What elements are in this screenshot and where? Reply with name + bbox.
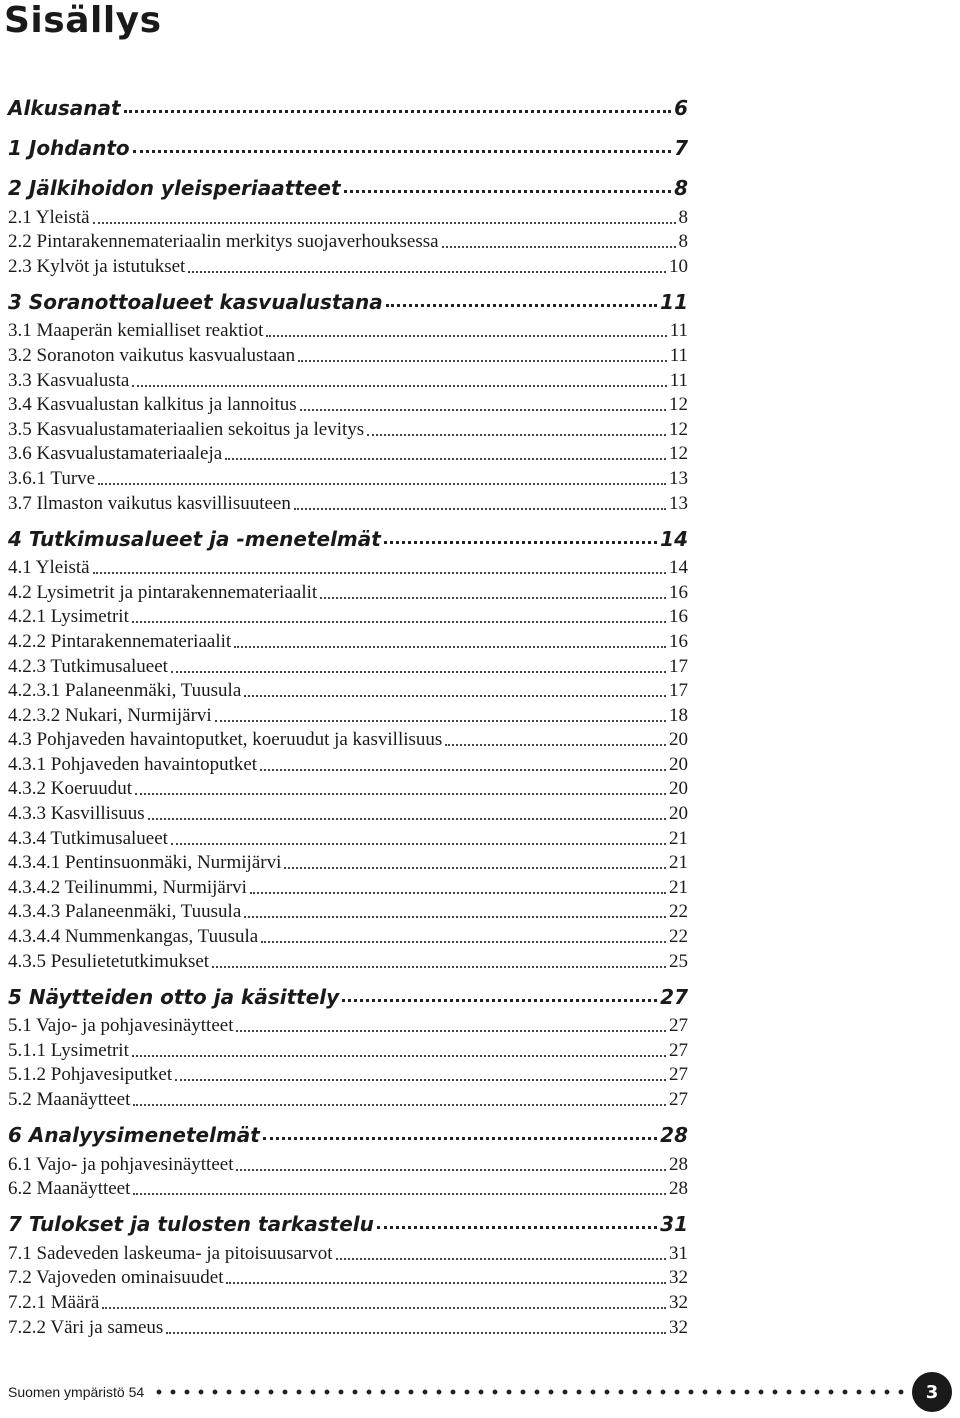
toc-entry-page: 16	[669, 630, 688, 652]
dot-leader	[148, 818, 666, 820]
toc-entry-page: 28	[669, 1178, 688, 1200]
toc-entry-page: 32	[669, 1267, 688, 1289]
toc-entry-label: 6.2 Maanäytteet	[8, 1178, 131, 1200]
toc-entry-page: 32	[669, 1291, 688, 1313]
dot-leader	[266, 335, 666, 337]
dot-leader	[135, 793, 666, 795]
toc-entry-label: 3.6.1 Turve	[8, 467, 96, 489]
toc-entry-label: 4.3.5 Pesulietetutkimukset	[8, 950, 210, 972]
toc-entry-label: 2 Jälkihoidon yleisperiaatteet	[8, 176, 341, 200]
dot-leader	[132, 1055, 666, 1057]
dot-leader	[236, 1169, 666, 1171]
dot-leader	[263, 1137, 657, 1140]
toc-entry-page: 21	[669, 852, 688, 874]
toc-entry-label: 7 Tulokset ja tulosten tarkastelu	[8, 1212, 374, 1237]
toc-section-entry	[8, 579, 688, 604]
dot-leader	[445, 744, 666, 746]
dot-leader	[261, 941, 666, 943]
toc-section-entry	[8, 1289, 688, 1314]
dot-leader	[215, 720, 666, 722]
toc-entry-label: 5.2 Maanäytteet	[8, 1089, 131, 1110]
toc-section-entry	[8, 1086, 688, 1111]
toc-chapter-entry	[8, 1200, 688, 1240]
toc-section-entry	[8, 628, 688, 653]
toc-entry-page: 12	[669, 418, 688, 440]
dot-leader	[132, 621, 666, 623]
toc-entry-label: 7.2 Vajoveden ominaisuudet	[8, 1267, 224, 1289]
toc-entry-page: 13	[669, 492, 688, 514]
toc-entry-page: 27	[669, 1039, 688, 1061]
toc-entry-label: 3.5 Kasvualustamateriaalien sekoitus ja levitys	[8, 418, 365, 440]
toc-chapter-entry	[8, 278, 688, 318]
toc-entry-label: 4.3.4 Tutkimusalueet	[8, 827, 168, 849]
dot-leader	[284, 867, 666, 869]
toc-entry-label: 3 Soranottoalueet kasvualustana	[8, 289, 383, 314]
toc-entry-page: 21	[669, 876, 688, 898]
toc-entry-label: 6 Analyysimenetelmät	[8, 1123, 260, 1147]
toc-entry-page: 32	[669, 1316, 688, 1338]
toc-section-entry	[8, 1314, 688, 1339]
toc-entry-page: 14	[669, 557, 688, 579]
toc-entry-page: 20	[669, 729, 688, 751]
toc-section-entry	[8, 204, 688, 229]
toc-entry-label: 4.2 Lysimetrit ja pintarakennemateriaalit	[8, 581, 318, 603]
toc-entry-label: 7.1 Sadeveden laskeuma- ja pitoisuusarvot	[8, 1242, 333, 1264]
dot-leader	[175, 1079, 666, 1081]
toc-section-entry	[8, 555, 688, 580]
toc-entry-page: 20	[669, 778, 688, 800]
page-footer	[8, 1372, 958, 1412]
toc-section-entry	[8, 948, 688, 973]
toc-section-entry	[8, 702, 688, 727]
toc-entry-label: 4.3.4.2 Teilinummi, Nurmijärvi	[8, 876, 247, 898]
toc-entry-page: 27	[669, 1015, 688, 1037]
dot-leader	[171, 843, 666, 845]
toc-entry-label: 4.3.4.4 Nummenkangas, Tuusula	[8, 926, 259, 948]
toc-entry-label: Alkusanat	[8, 96, 121, 120]
toc-entry-label: 4.3.4.3 Palaneenmäki, Tuusula	[8, 901, 242, 923]
dot-leader	[250, 892, 666, 894]
toc-section-entry	[8, 923, 688, 948]
toc-entry-label: 4.2.3 Tutkimusalueet	[8, 655, 168, 677]
toc-entry-label: 3.3 Kasvualusta	[8, 369, 130, 391]
toc-section-entry	[8, 776, 688, 801]
dot-leader	[225, 458, 666, 460]
toc-section-entry	[8, 653, 688, 678]
dot-leader	[336, 1258, 666, 1260]
toc-chapter-entry	[8, 124, 688, 164]
toc-entry-label: 5 Näytteiden otto ja käsittely	[8, 984, 340, 1009]
toc-entry-label: 1 Johdanto	[8, 136, 130, 160]
dot-leader	[98, 483, 666, 485]
toc-entry-page: 8	[678, 231, 688, 253]
toc-entry-label: 5.1.2 Pohjavesiputket	[8, 1064, 173, 1086]
toc-section-entry	[8, 490, 688, 515]
dot-leader	[342, 999, 657, 1002]
toc-entry-page: 11	[669, 320, 688, 342]
toc-entry-page: 20	[669, 753, 688, 775]
page-title: Sisällys	[4, 0, 162, 41]
toc-entry-label: 2.3 Kylvöt ja istutukset	[8, 255, 186, 277]
toc-entry-label: 4.2.2 Pintarakennemateriaalit	[8, 630, 232, 652]
toc-section-entry	[8, 229, 688, 254]
toc-section-entry	[8, 318, 688, 343]
dot-leader	[320, 597, 666, 599]
toc-entry-page: 21	[669, 827, 688, 849]
toc-entry-page: 13	[669, 467, 688, 489]
toc-section-entry	[8, 678, 688, 703]
toc-chapter-entry	[8, 164, 688, 204]
toc-entry-page: 11	[669, 369, 688, 391]
toc-entry-label: 4.3.4.1 Pentinsuonmäki, Nurmijärvi	[8, 852, 282, 874]
toc-section-entry	[8, 367, 688, 392]
toc-entry-page: 11	[660, 289, 688, 314]
toc-entry-label: 2.2 Pintarakennemateriaalin merkitys suojaverhouksessa	[8, 231, 439, 253]
toc-entry-page: 31	[669, 1242, 688, 1264]
toc-entry-label: 3.1 Maaperän kemialliset reaktiot	[8, 320, 264, 342]
toc-entry-label: 4.2.1 Lysimetrit	[8, 606, 129, 628]
dot-leader	[212, 966, 666, 968]
toc-section-entry	[8, 899, 688, 924]
toc-section-entry	[8, 1013, 688, 1038]
toc-entry-label: 4.3.2 Koeruudut	[8, 778, 133, 800]
toc-section-entry	[8, 1062, 688, 1087]
dot-leader	[260, 769, 666, 771]
dot-leader	[244, 916, 666, 918]
toc-entry-page: 22	[669, 901, 688, 923]
toc-entry-page: 28	[669, 1153, 688, 1175]
toc-entry-page: 27	[660, 984, 688, 1009]
toc-entry-page: 16	[669, 581, 688, 603]
toc-entry-label: 7.2.2 Väri ja sameus	[8, 1316, 164, 1338]
toc-entry-label: 5.1 Vajo- ja pohjavesinäytteet	[8, 1015, 234, 1037]
dot-leader	[226, 1282, 666, 1284]
toc-entry-page: 27	[669, 1064, 688, 1086]
dot-leader	[377, 1226, 657, 1229]
toc-entry-page: 31	[660, 1212, 688, 1237]
toc-entry-label: 4.2.3.1 Palaneenmäki, Tuusula	[8, 680, 242, 702]
toc-section-entry	[8, 825, 688, 850]
toc-entry-page: 12	[669, 443, 688, 465]
toc-entry-page: 16	[669, 606, 688, 628]
dot-leader	[93, 572, 666, 574]
toc-entry-page: 12	[669, 394, 688, 416]
toc-entry-page: 11	[669, 344, 688, 366]
toc-section-entry	[8, 416, 688, 441]
toc-section-entry	[8, 1151, 688, 1176]
dot-leader	[93, 222, 676, 224]
toc-entry-page: 20	[669, 803, 688, 825]
dot-leader	[166, 1332, 666, 1334]
toc-entry-page: 17	[669, 655, 688, 677]
dot-leader	[133, 1104, 666, 1106]
toc-section-entry	[8, 392, 688, 417]
toc-entry-page: 7	[674, 136, 688, 160]
publication-name: Suomen ympäristö 54	[8, 1384, 145, 1400]
dot-leader	[294, 508, 666, 510]
toc-chapter-entry	[8, 515, 688, 555]
toc-entry-label: 7.2.1 Määrä	[8, 1291, 100, 1313]
toc-section-entry	[8, 604, 688, 629]
toc-section-entry	[8, 441, 688, 466]
toc-section-entry	[8, 1176, 688, 1201]
toc-chapter-entry	[8, 84, 688, 124]
dot-leader	[384, 541, 657, 544]
dot-leader	[367, 434, 666, 436]
toc-section-entry	[8, 465, 688, 490]
dot-leader	[344, 190, 672, 193]
toc-entry-page: 25	[669, 950, 688, 972]
toc-entry-page: 6	[674, 96, 688, 120]
dot-leader	[132, 385, 666, 387]
dot-leader	[236, 1030, 666, 1032]
dot-leader	[300, 409, 666, 411]
toc-entry-label: 3.4 Kasvualustan kalkitus ja lannoitus	[8, 394, 297, 416]
toc-entry-label: 4.3.1 Pohjaveden havaintoputket	[8, 753, 258, 775]
toc-entry-label: 4.2.3.2 Nukari, Nurmijärvi	[8, 704, 212, 726]
toc-section-entry	[8, 1265, 688, 1290]
toc-entry-page: 27	[669, 1089, 688, 1110]
dot-leader	[442, 246, 676, 248]
toc-section-entry	[8, 342, 688, 367]
toc-chapter-entry	[8, 1111, 688, 1151]
toc-entry-page: 14	[660, 526, 688, 551]
dot-leader	[102, 1307, 666, 1309]
dot-leader	[124, 110, 672, 113]
toc-entry-page: 8	[674, 176, 688, 200]
toc-section-entry	[8, 1240, 688, 1265]
dot-leader	[133, 1193, 666, 1195]
dot-leader	[133, 150, 671, 153]
toc-entry-page: 18	[669, 704, 688, 726]
page-number-badge: 3	[912, 1372, 952, 1412]
toc-section-entry	[8, 253, 688, 278]
toc-entry-page: 8	[678, 206, 688, 228]
toc-section-entry	[8, 727, 688, 752]
toc-entry-label: 4.3 Pohjaveden havaintoputket, koeruudut ja kasvillisuus	[8, 729, 443, 751]
toc-entry-label: 4.1 Yleistä	[8, 557, 90, 579]
toc-section-entry	[8, 850, 688, 875]
toc-entry-page: 22	[669, 926, 688, 948]
toc-entry-label: 5.1.1 Lysimetrit	[8, 1039, 129, 1061]
toc-entry-label: 6.1 Vajo- ja pohjavesinäytteet	[8, 1153, 234, 1175]
toc-section-entry	[8, 751, 688, 776]
toc-section-entry	[8, 874, 688, 899]
table-of-contents	[8, 84, 688, 1339]
toc-entry-page: 28	[660, 1123, 688, 1147]
toc-entry-page: 10	[669, 255, 688, 277]
dot-leader	[188, 271, 666, 273]
toc-entry-page: 17	[669, 680, 688, 702]
toc-entry-label: 3.7 Ilmaston vaikutus kasvillisuuteen	[8, 492, 291, 514]
dot-leader	[386, 304, 657, 307]
dot-leader	[234, 646, 666, 648]
toc-section-entry	[8, 800, 688, 825]
toc-chapter-entry	[8, 973, 688, 1013]
toc-entry-label: 3.2 Soranoton vaikutus kasvualustaan	[8, 344, 296, 366]
dot-leader	[171, 671, 666, 673]
toc-section-entry	[8, 1037, 688, 1062]
toc-entry-label: 2.1 Yleistä	[8, 206, 90, 228]
toc-entry-label: 3.6 Kasvualustamateriaaleja	[8, 443, 223, 465]
dot-leader	[298, 360, 667, 362]
toc-entry-label: 4 Tutkimusalueet ja -menetelmät	[8, 526, 381, 551]
dot-leader	[244, 695, 666, 697]
toc-entry-label: 4.3.3 Kasvillisuus	[8, 803, 145, 825]
dot-leader	[152, 1389, 904, 1395]
